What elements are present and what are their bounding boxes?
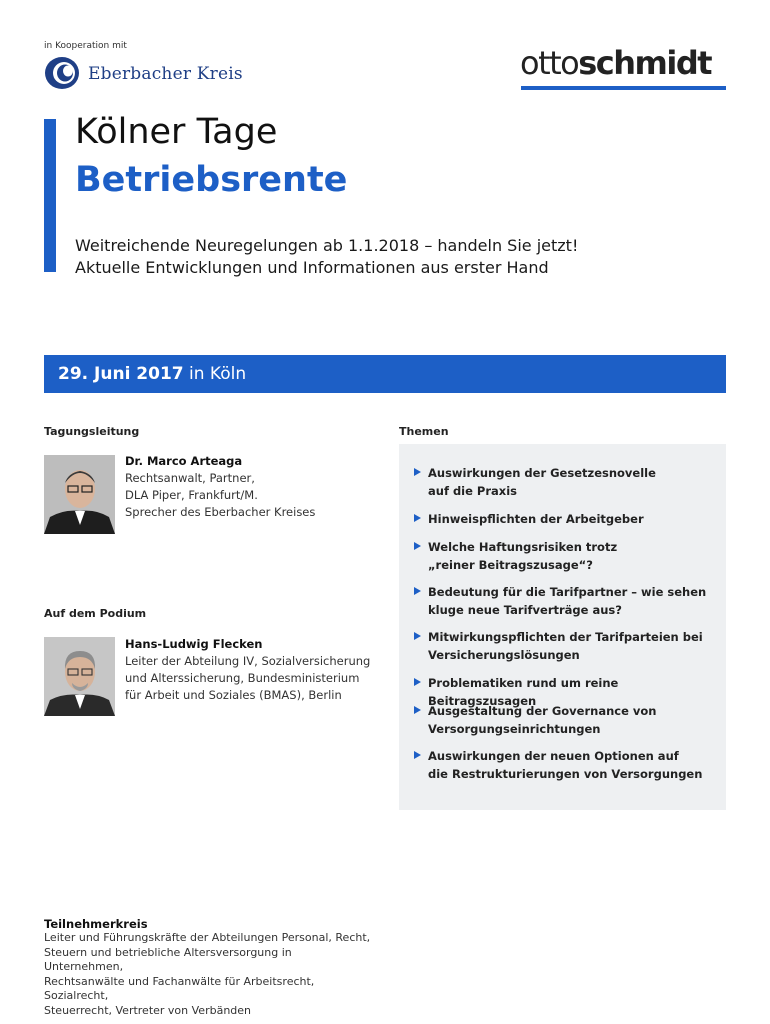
speaker-arteaga — [125, 453, 315, 521]
participants-text — [44, 931, 374, 1018]
publisher-logo-underline — [521, 86, 726, 90]
speaker-role-line: und Alterssicherung, Bundesministerium — [125, 671, 360, 685]
speaker-role-line: DLA Piper, Frankfurt/M. — [125, 488, 258, 502]
event-banner — [44, 355, 726, 393]
theme-text: die Restrukturierungen von Versorgungen — [428, 767, 703, 781]
event-location: in Köln — [189, 364, 247, 384]
theme-text: Versorgungseinrichtungen — [428, 722, 601, 736]
participants-line: Rechtsanwälte und Fachanwälte für Arbeitsrecht, Sozialrecht, — [44, 974, 315, 1002]
publisher-logo — [520, 43, 726, 83]
participants-line: Steuern und betriebliche Altersversorgung in Unternehmen, — [44, 945, 292, 973]
theme-text: auf die Praxis — [428, 484, 517, 498]
speaker-role-line: Rechtsanwalt, Partner, — [125, 471, 255, 485]
theme-text: Mitwirkungspflichten der Tarifparteien bei — [428, 630, 703, 644]
tagungsleitung-label: Tagungsleitung — [44, 425, 140, 438]
theme-text: Versicherungslösungen — [428, 648, 580, 662]
participants-label: Teilnehmerkreis — [44, 917, 148, 931]
event-date: 29. Juni 2017 — [58, 364, 184, 384]
theme-text: Welche Haftungsrisiken trotz — [428, 540, 618, 554]
speaker-flecken — [125, 636, 370, 704]
speaker-name: Hans-Ludwig Flecken — [125, 637, 263, 651]
speaker-photo-flecken — [44, 637, 115, 716]
partner-name-text: Eberbacher Kreis — [88, 64, 243, 84]
speaker-role-line: Sprecher des Eberbacher Kreises — [125, 505, 316, 519]
theme-text: Auswirkungen der Gesetzesnovelle — [428, 466, 656, 480]
title-accent-bar — [44, 119, 56, 272]
theme-text: „reiner Beitragszusage“? — [428, 558, 593, 572]
speaker-role-line: Leiter der Abteilung IV, Sozialversicherung — [125, 654, 371, 668]
subtitle-line1: Weitreichende Neuregelungen ab 1.1.2018 – handeln Sie jetzt! — [75, 236, 579, 255]
participants-line: Leiter und Führungskräfte der Abteilungen Personal, Recht, — [44, 931, 371, 944]
publisher-logo-bold: schmidt — [578, 44, 712, 82]
theme-text: Ausgestaltung der Governance von — [428, 704, 657, 718]
page-title-line2: Betriebsrente — [75, 160, 348, 200]
subtitle-line2: Aktuelle Entwicklungen und Informationen aus erster Hand — [75, 258, 549, 277]
participants-line: Steuerrecht, Vertreter von Verbänden — [44, 1003, 252, 1017]
page-title-line1: Kölner Tage — [75, 112, 278, 152]
theme-text: Auswirkungen der neuen Optionen auf — [428, 749, 679, 763]
arrow-right-icon — [414, 514, 421, 522]
arrow-right-icon — [414, 751, 421, 759]
theme-text: kluge neue Tarifverträge aus? — [428, 603, 622, 617]
theme-text: Bedeutung für die Tarifpartner – wie sehen — [428, 585, 707, 599]
arrow-right-icon — [414, 678, 421, 686]
themes-label: Themen — [399, 425, 449, 438]
podium-label: Auf dem Podium — [44, 607, 147, 620]
theme-text: Hinweispflichten der Arbeitgeber — [428, 512, 644, 526]
arrow-right-icon — [414, 706, 421, 714]
speaker-name: Dr. Marco Arteaga — [125, 454, 243, 468]
cooperation-label: in Kooperation mit — [44, 41, 127, 51]
arrow-right-icon — [414, 468, 421, 476]
theme-text: Problematiken rund um reine Beitragszusagen — [428, 676, 619, 708]
arrow-right-icon — [414, 587, 421, 595]
speaker-role-line: für Arbeit und Soziales (BMAS), Berlin — [125, 688, 342, 702]
partner-name — [88, 64, 243, 84]
themes-box — [399, 444, 726, 810]
subtitle — [75, 235, 578, 279]
publisher-logo-light: otto — [520, 44, 579, 82]
arrow-right-icon — [414, 542, 421, 550]
speaker-photo-arteaga — [44, 455, 115, 534]
arrow-right-icon — [414, 632, 421, 640]
eberbacher-kreis-logo-icon — [44, 55, 84, 91]
